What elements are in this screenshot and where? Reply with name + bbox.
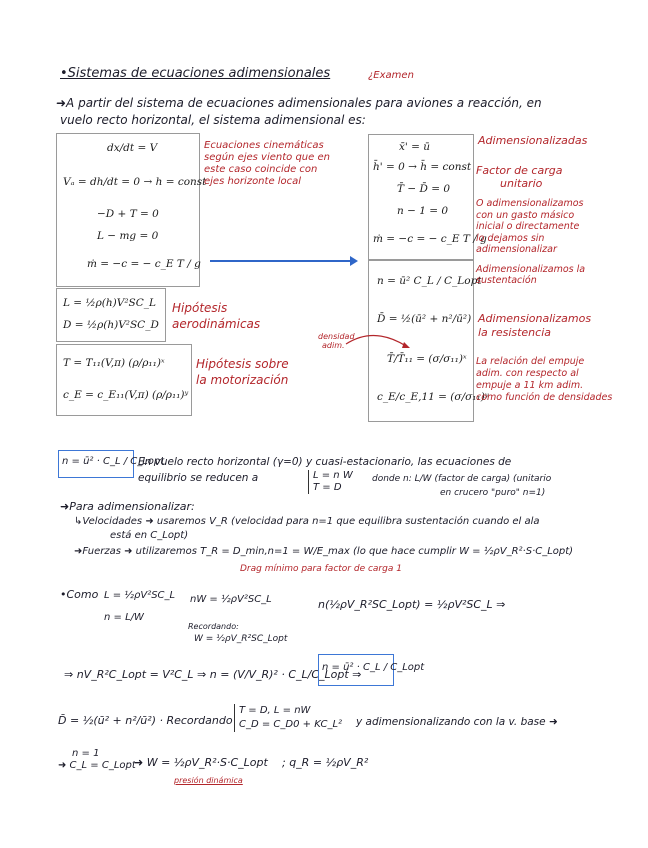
eq-lift: L = ½ρ(h)V²SC_L xyxy=(63,297,156,309)
note-densidad: densidad adim. xyxy=(318,332,355,350)
kinematic-note: Ecuaciones cinemáticas según ejes viento que en este caso coincide con ejes horizonte local xyxy=(204,140,330,187)
result-eq: n(½ρV_R²SC_Lopt) = ½ρV²SC_L ⇒ xyxy=(318,598,506,611)
intro-line-2: vuelo recto horizontal, el sistema adimensional es: xyxy=(60,113,366,127)
eq-adim-td: T̄ − D̄ = 0 xyxy=(397,183,451,195)
donde-text: donde n: L/W (factor de carga) (unitario xyxy=(372,474,552,484)
como-label: •Como xyxy=(60,588,99,601)
eq-adim-ce: c_E/c_E,11 = (σ/σ₁₁)ʸ xyxy=(377,391,489,403)
dbar-eq: D̄ = ½(ū² + n²/ū²) · Recordando xyxy=(58,714,233,727)
n-definition: n = ū² · C_L / C_Lopt xyxy=(62,456,165,467)
kinematic-equations-box xyxy=(56,133,207,287)
drag-note: Drag mínimo para factor de carga 1 xyxy=(240,564,402,574)
eq-adim-x: x̄' = ū xyxy=(399,141,431,153)
aero-hypothesis-box xyxy=(56,288,166,342)
n-eq: n = L/W xyxy=(104,612,144,623)
note-factor: Factor de carga unitario xyxy=(476,164,563,190)
equilibrium-text-2: equilibrio se reducen a xyxy=(138,472,259,484)
eq-adim-mdot: ṁ = −c = − c_E T / g xyxy=(373,233,487,245)
velocidades-text: ↳Velocidades ➜ usaremos V_R (velocidad para n=1 que equilibra sustentación cuando el ala xyxy=(74,516,540,527)
engine-note: Hipótesis sobre la motorización xyxy=(196,357,289,387)
eq-adim-n: n − 1 = 0 xyxy=(397,205,449,217)
density-arrow-icon xyxy=(344,326,414,352)
velocidades-text-2: está en C_Lopt) xyxy=(110,530,189,541)
qr-eq: ; q_R = ½ρV_R² xyxy=(282,756,369,769)
y-adim-text: y adimensionalizando con la v. base ➜ xyxy=(356,716,558,728)
lift-eq: L = ½ρV²SC_L xyxy=(104,590,176,601)
note-sust: Adimensionalizamos la sustentación xyxy=(476,264,586,286)
n-result: n = ū² · C_L / C_Lopt xyxy=(322,662,425,673)
eq-adim-thrust: T̄/T̄₁₁ = (σ/σ₁₁)ˣ xyxy=(387,353,467,365)
w-eq: W = ½ρV_R²SC_Lopt xyxy=(194,634,288,644)
eq-mass-flow: ṁ = −c = − c_E T / g xyxy=(87,258,201,270)
adim-equations-box xyxy=(368,134,487,260)
fuerzas-text: ➜Fuerzas ➜ utilizaremos T_R = D_min,n=1 = W/E_max (lo que hace cumplir W = ½ρV_R²·S·C_Lopt) xyxy=(74,546,574,557)
line2-eq: ⇒ nV_R²C_Lopt = V²C_L ⇒ n = (V/V_R)² · C_L/C_Lopt ⇒ xyxy=(64,668,362,681)
aero-note: Hipótesis aerodinámicas xyxy=(172,301,261,331)
presion-note: presión dinámica xyxy=(174,776,243,785)
recordando-label: Recordando: xyxy=(188,622,239,631)
eq-consumption: c_E = c_E₁₁(V,π) (ρ/ρ₁₁)ʸ xyxy=(63,389,189,401)
intro-line-1: ➜A partir del sistema de ecuaciones adimensionales para aviones a reacción, en xyxy=(56,96,542,110)
cl-label: ➜ C_L = C_Lopt xyxy=(58,760,136,771)
eq-adim-drag: D̄ = ½(ū² + n²/ū²) xyxy=(377,313,472,325)
eq-lift-weight: L − mg = 0 xyxy=(97,230,159,242)
recordando-system: T = D, L = nW C_D = C_D0 + KC_L² xyxy=(234,704,342,732)
donde-text-2: en crucero "puro" n=1) xyxy=(440,488,546,498)
engine-hypothesis-box xyxy=(56,344,192,416)
eq-drag-thrust: −D + T = 0 xyxy=(97,208,159,220)
exam-note: ¿Examen xyxy=(368,70,414,81)
note-adim: Adimensionalizadas xyxy=(478,134,588,147)
nw-eq: nW = ½ρV²SC_L xyxy=(190,594,272,605)
equilibrium-text-1: En vuelo recto horizontal (γ=0) y cuasi-estacionario, las ecuaciones de xyxy=(138,456,512,468)
w-final-eq: ➜ W = ½ρV_R²·S·C_Lopt xyxy=(134,756,268,769)
note-resist: Adimensionalizamos la resistencia xyxy=(478,312,592,339)
note-mass: O adimensionalizamos con un gasto másico inicial o directamente lo dejamos sin adimensionalizar xyxy=(476,198,584,255)
eq-dh: Vₐ = dh/dt = 0 → h = const xyxy=(63,176,207,188)
eq-thrust: T = T₁₁(V,π) (ρ/ρ₁₁)ˣ xyxy=(63,357,165,369)
page-title: •Sistemas de ecuaciones adimensionales xyxy=(60,66,331,81)
para-adim: ➜Para adimensionalizar: xyxy=(60,500,195,513)
note-empuje: La relación del empuje adim. con respecto al empuje a 11 km adim. como función de densidades xyxy=(476,356,613,403)
right-arrow-icon xyxy=(208,254,358,268)
eq-drag: D = ½ρ(h)V²SC_D xyxy=(63,319,159,331)
equilibrium-system: L = n W T = D xyxy=(308,470,353,494)
eq-dx: dx/dt = V xyxy=(107,142,158,154)
eq-adim-h: h̄' = 0 → h̄ = const xyxy=(373,161,472,173)
n1-label: n = 1 xyxy=(72,748,100,759)
eq-adim-n-cl: n = ū² C_L / C_Lopt xyxy=(377,275,482,287)
